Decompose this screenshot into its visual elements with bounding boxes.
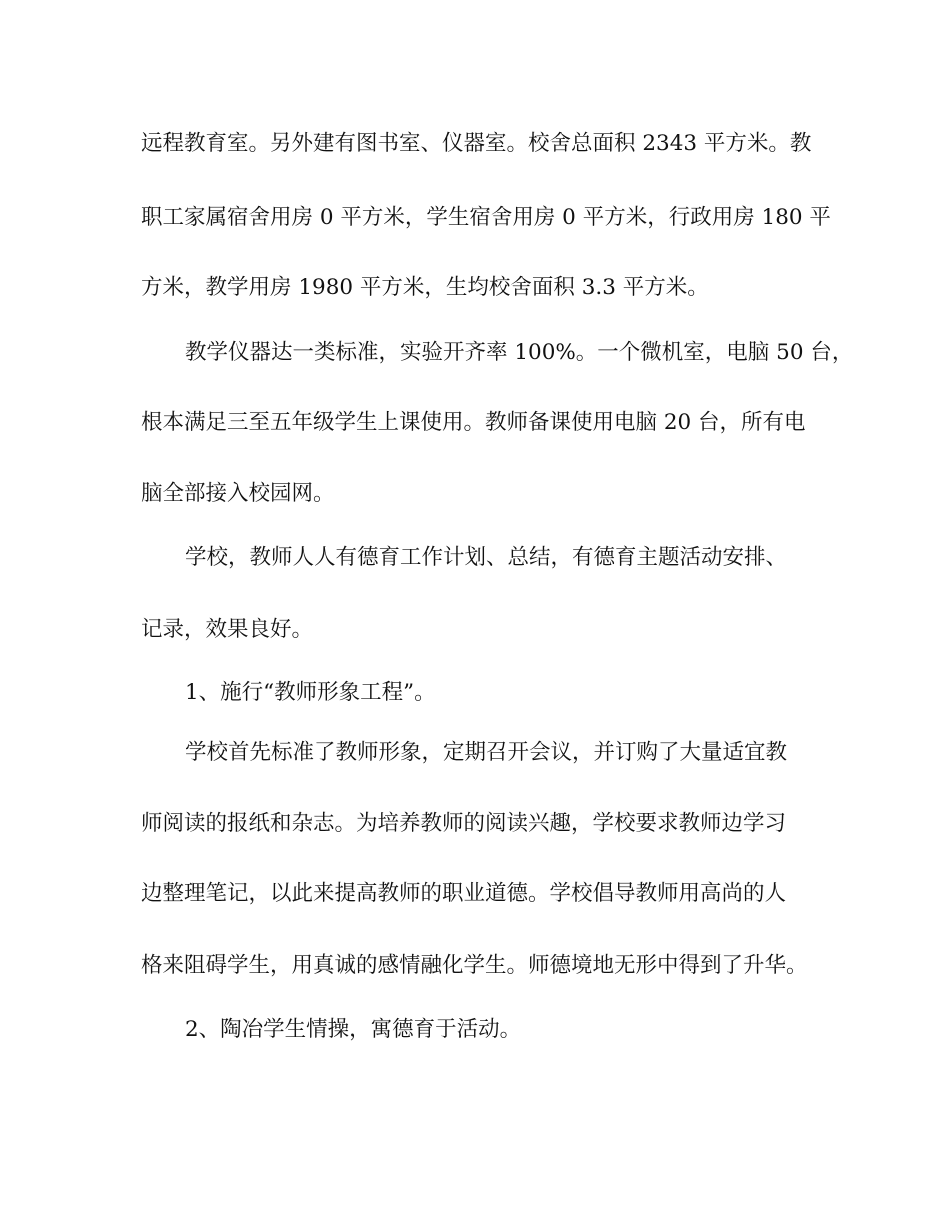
text-line: 边整理笔记，以此来提高教师的职业道德。学校倡导教师用高尚的人 [141,881,787,906]
text-line: 方米，教学用房 1980 平方米，生均校舍面积 3.3 平方米。 [141,275,709,300]
paragraph-first-line: 学校首先标准了教师形象，定期召开会议，并订购了大量适宜教 [185,740,788,765]
section-heading: 2、陶冶学生情操，寓德育于活动。 [185,1017,522,1042]
text-line: 格来阻碍学生，用真诚的感情融化学生。师德境地无形中得到了升华。 [141,953,808,978]
paragraph-first-line: 教学仪器达一类标准，实验开齐率 100%。一个微机室，电脑 50 台， [185,340,854,365]
paragraph-first-line: 学校，教师人人有德育工作计划、总结，有德育主题活动安排、 [185,545,788,570]
text-line: 脑全部接入校园网。 [141,481,335,506]
text-line: 远程教育室。另外建有图书室、仪器室。校舍总面积 2343 平方米。教 [141,131,812,156]
text-line: 记录，效果良好。 [141,617,314,642]
text-line: 职工家属宿舍用房 0 平方米，学生宿舍用房 0 平方米，行政用房 180 平 [141,205,831,230]
text-line: 根本满足三至五年级学生上课使用。教师备课使用电脑 20 台，所有电 [141,410,806,435]
section-heading: 1、施行“教师形象工程”。 [185,680,436,705]
text-line: 师阅读的报纸和杂志。为培养教师的阅读兴趣，学校要求教师边学习 [141,811,787,836]
